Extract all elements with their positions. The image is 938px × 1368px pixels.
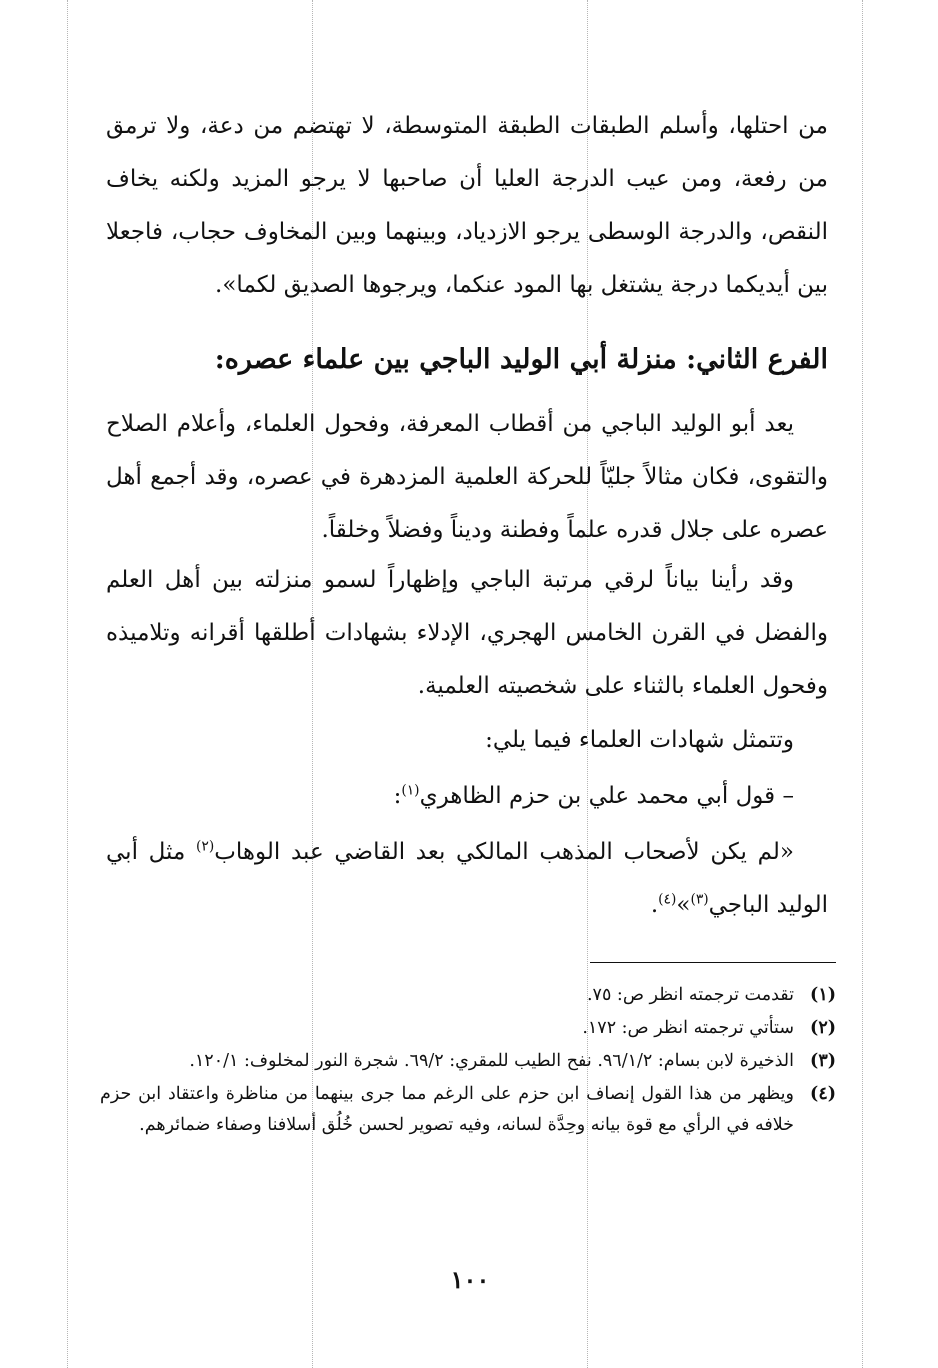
footnote [100,980,836,1011]
footnote-number: (٣) [810,1051,836,1071]
footnote-text: ستأتي ترجمته انظر ص: ١٧٢. [582,1018,794,1038]
punctuation: . [650,892,659,918]
scan-ruled-line [67,0,68,1368]
footnote-text: ويظهر من هذا القول إنصاف ابن حزم على الرغم مما جرى بينهما من مناظرة واعتقاد ابن حزم خلافه في الرأي مع قوة بيانه وحِدَّة لسانه، وفيه تصوير لحسن خُلُق أسلافنا وصفاء ضمائرهم. [100,1084,794,1135]
paragraph-intro: يعد أبو الوليد الباجي من أقطاب المعرفة، وفحول العلماء، وأعلام الصلاح والتقوى، فكان مثالاً جليّاً للحركة العلمية المزدهرة في عصره، وقد أجمع أهل عصره على جلال قدره علماً وفطنة وديناً وفضلاً وخلقاً. [106,411,828,543]
paragraph-testimonies: وقد رأينا بياناً لرقي مرتبة الباجي وإظهاراً لسمو منزلته بين أهل العلم والفضل في القرن الخامس الهجري، الإدلاء بشهادات أطلقها أقرانه وتلاميذه وفحول العلماء بالثناء على شخصيته العلمية. [106,567,828,699]
footnote-number: (٤) [810,1084,836,1104]
quote-attribution-text: – قول أبي محمد علي بن حزم الظاهري [419,783,794,809]
footnotes [100,980,836,1143]
quotation-text: «لم يكن لأصحاب المذهب المالكي بعد القاضي عبد الوهاب [214,839,795,865]
paragraph-list-intro: وتتمثل شهادات العلماء فيما يلي: [485,727,794,753]
footnote-text: تقدمت ترجمته انظر ص: ٧٥. [586,985,794,1005]
footnote-ref[interactable]: (٤) [658,891,677,908]
scan-ruled-line [862,0,863,1368]
footnote [100,1046,836,1077]
footnote-ref[interactable]: (١) [401,782,420,799]
footnote-text: الذخيرة لابن بسام: ٩٦/١/٢. نفح الطيب للمقري: ٦٩/٢. شجرة النور لمخلوف: ١٢٠/١. [189,1051,794,1071]
footnote [100,1079,836,1141]
quotation-text: مثل أبي الوليد الباجي [106,839,828,918]
page-number: ١٠٠ [450,1265,490,1294]
footnote-separator [590,962,836,963]
footnote [100,1013,836,1044]
punctuation: : [393,783,402,809]
quote-attribution [106,770,828,823]
section-heading: الفرع الثاني: منزلة أبي الوليد الباجي بين علماء عصره: [214,344,828,375]
quotation-text: » [676,892,691,918]
quotation [106,826,828,932]
footnote-ref[interactable]: (٢) [196,838,215,855]
paragraph-continuation: من احتلها، وأسلم الطبقات الطبقة المتوسطة، لا تهتضم من دعة، ولا ترمق من رفعة، ومن عيب الدرجة العليا أن صاحبها لا يرجو المزيد ولكنه يخاف النقص، والدرجة الوسطى يرجو الازدياد، وبينهما وبين المخاوف حجاب، فاجعلا بين أيديكما درجة يشتغل بها المود عنكما، ويرجوها الصديق لكما». [106,113,828,298]
footnote-number: (١) [810,985,836,1005]
footnote-number: (٢) [810,1018,836,1038]
footnote-ref[interactable]: (٣) [690,891,709,908]
